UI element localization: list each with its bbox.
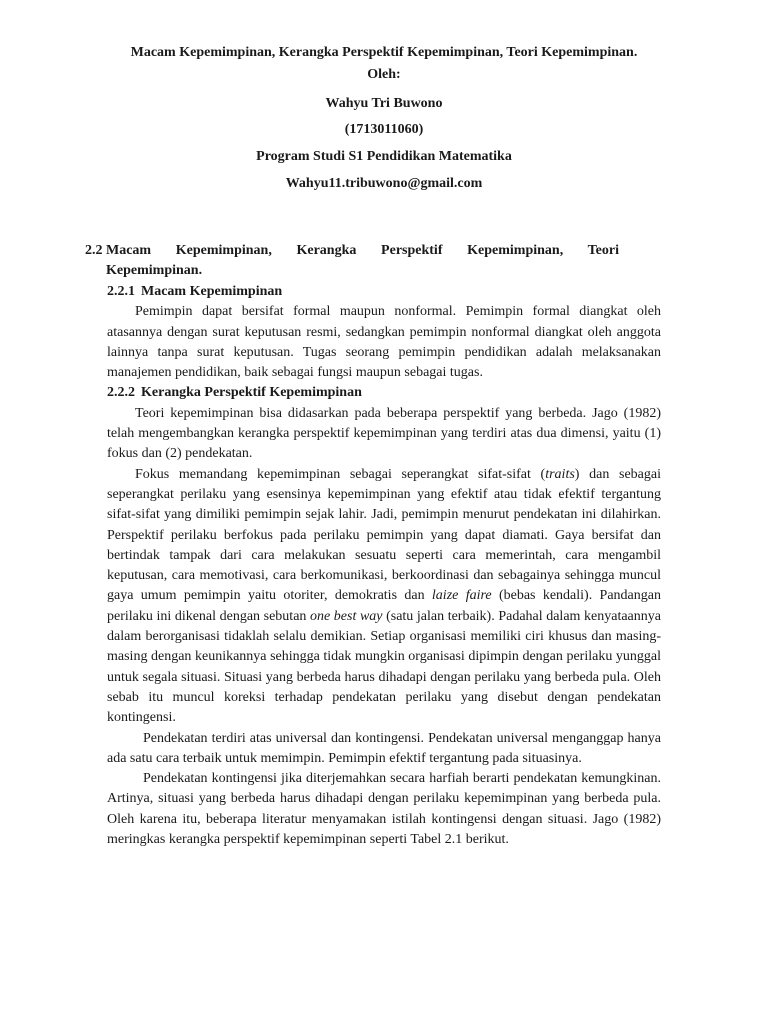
subsection-title: Macam Kepemimpinan (141, 284, 283, 299)
subsection-title: Kerangka Perspektif Kepemimpinan (141, 385, 362, 401)
section-title-line2: Kepemimpinan. (106, 263, 203, 279)
paragraph: Pendekatan terdiri atas universal dan kontingensi. Pendekatan universal menganggap hanya ada satu cara terbaik untuk memimpin. Pemimpin efektif tergantung pada situasinya. (107, 730, 661, 766)
text-run: ) dan sebagai seperangkat perilaku yang esensinya kepemimpinan yang efektif atau tidak efektif tergantung sifat-sifat yang dimiliki pemimpin sejak lahir. Jadi, pemimpin menurut pendekatan ini dilahirkan. Perspektif perilaku berfokus pada perilaku pemimpin yang dapat diamati. Gaya bersifat dan bertindak tampak dari cara melakukan sesuatu seperti cara memerintah, cara mengambil keputusan, cara memotivasi, cara berkomunikasi, berkoordinasi dan sebagainya sehingga muncul gaya umum pemimpin yaitu otoriter, demokratis dan (107, 466, 661, 604)
doc-title: Macam Kepemimpinan, Kerangka Perspektif Kepemimpinan, Teori Kepemimpinan. (130, 45, 638, 60)
section-body (107, 282, 661, 850)
subsection-heading-1 (107, 282, 661, 302)
doc-email: Wahyu11.tribuwono@gmail.com (285, 176, 483, 191)
term-one-best-way: one best way (310, 608, 383, 624)
paragraph (107, 465, 661, 729)
text-run: (satu jalan terbaik). Padahal dalam kenyataannya dalam berorganisasi tidaklah selalu demikian. Setiap organisasi memiliki ciri khusus dan masing-masing dengan keunikannya sehingga tidak mungkin organisasi dipimpin dengan perilaku yunggal untuk segala situasi. Situasi yang berbeda harus dihadapi dengan perilaku yang berbeda pula. Oleh sebab itu muncul koreksi terhadap pendekatan perilaku yang disebut dengan pendekatan kontingensi. (107, 608, 661, 726)
section-number: 2.2 (85, 243, 103, 258)
paragraph: Pemimpin dapat bersifat formal maupun nonformal. Pemimpin formal diangkat oleh atasannya dengan surat keputusan resmi, sedangkan pemimpin nonformal diangkat oleh anggota lainnya tanpa surat keputusan. Tugas seorang pemimpin pendidikan adalah melaksanakan manajemen pendidikan, baik sebagai fungsi maupun sebagai tugas. (107, 304, 661, 381)
section-title-line1: Macam Kepemimpinan, Kerangka Perspektif Kepemimpinan, Teori (106, 243, 619, 258)
paragraph: Pendekatan kontingensi jika diterjemahkan secara harfiah berarti pendekatan kemungkinan. Artinya, situasi yang berbeda harus dihadapi dengan perilaku kepemimpinan yang berbeda pula. Oleh karena itu, beberapa literatur menyamakan istilah kontingensi dengan situasi. Jago (1982) meringkas kerangka perspektif kepemimpinan seperti Tabel 2.1 berikut. (107, 771, 661, 848)
subsection-heading-2 (107, 383, 661, 403)
term-laize-faire: laize faire (431, 588, 492, 604)
section-heading (85, 241, 619, 282)
doc-by: Oleh: (367, 67, 401, 82)
subsection-number: 2.2.1 (107, 284, 135, 299)
doc-author: Wahyu Tri Buwono (325, 96, 443, 111)
subsection-number: 2.2.2 (107, 385, 135, 401)
doc-program: Program Studi S1 Pendidikan Matematika (256, 149, 512, 164)
paragraph: Teori kepemimpinan bisa didasarkan pada beberapa perspektif yang berbeda. Jago (1982) telah mengembangkan kerangka perspektif kepemimpinan yang terdiri atas dua dimensi, yaitu (1) fokus dan (2) pendekatan. (107, 405, 661, 462)
term-traits: traits (545, 466, 575, 482)
text-run: (bebas kendali). Pandangan perilaku ini dikenal dengan sebutan (107, 588, 661, 624)
doc-student-id: (1713011060) (344, 122, 424, 137)
text-run: Fokus memandang kepemimpinan sebagai seperangkat sifat-sifat ( (135, 466, 546, 482)
